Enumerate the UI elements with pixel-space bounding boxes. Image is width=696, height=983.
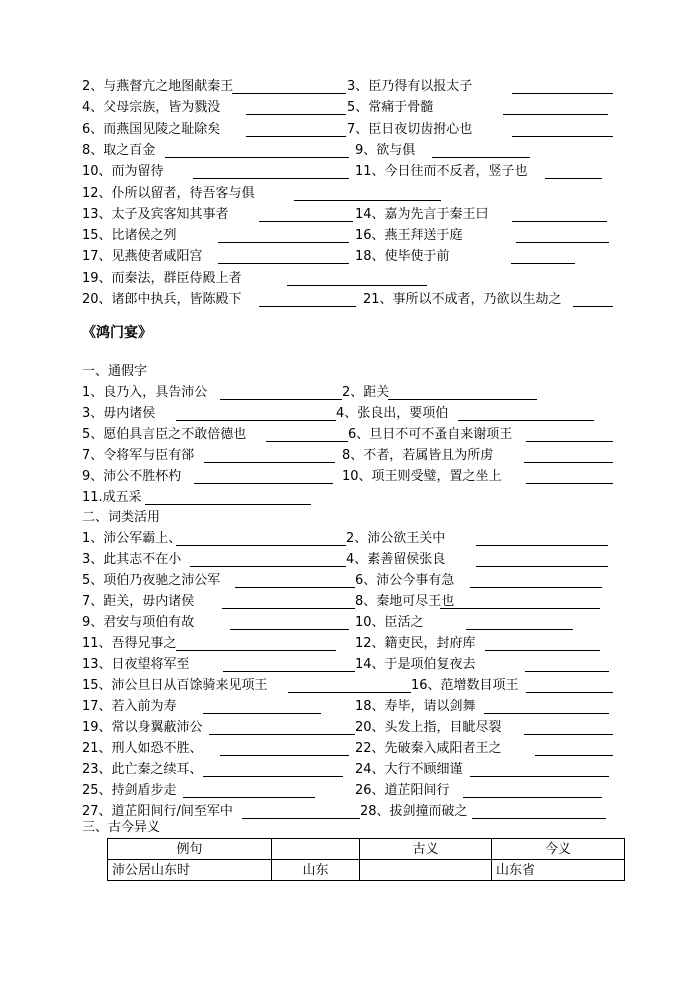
answer-blank[interactable] xyxy=(472,818,606,819)
answer-blank[interactable] xyxy=(203,776,343,777)
exercise-prompt: 17、若入前为寿 xyxy=(82,699,177,714)
answer-blank[interactable] xyxy=(209,734,355,735)
answer-blank[interactable] xyxy=(183,797,315,798)
exercise-prompt: 9、欲与俱 xyxy=(355,142,416,158)
answer-blank[interactable] xyxy=(218,263,349,264)
exercise-prompt: 14、于是项伯复夜去 xyxy=(355,657,476,672)
exercise-row xyxy=(0,760,696,781)
answer-blank[interactable] xyxy=(503,114,608,115)
exercise-row xyxy=(0,718,696,739)
answer-blank[interactable] xyxy=(466,629,573,630)
exercise-prompt: 15、沛公旦日从百馀骑来见项王 xyxy=(82,678,268,693)
answer-blank[interactable] xyxy=(463,797,602,798)
exercise-row xyxy=(0,77,696,98)
table-header-row xyxy=(108,839,625,860)
answer-blank[interactable] xyxy=(220,399,342,400)
exercise-prompt: 21、刑人如恐不胜、 xyxy=(82,741,203,756)
answer-blank[interactable] xyxy=(223,671,355,672)
exercise-prompt: 9、君安与项伯有故 xyxy=(82,615,195,630)
exercise-prompt: 13、日夜望将军至 xyxy=(82,657,190,672)
exercise-prompt: 2、沛公欲王关中 xyxy=(346,531,446,546)
exercise-prompt: 4、素善留侯张良 xyxy=(346,552,446,567)
answer-blank[interactable] xyxy=(432,157,530,158)
answer-blank[interactable] xyxy=(512,93,613,94)
exercise-prompt: 18、使毕使于前 xyxy=(355,249,450,265)
answer-blank[interactable] xyxy=(246,114,346,115)
answer-blank[interactable] xyxy=(476,566,608,567)
table-header-cell: 古义 xyxy=(360,839,492,860)
exercise-prompt: 3、此其志不在小 xyxy=(82,552,182,567)
exercise-prompt: 14、嘉为先言于秦王曰 xyxy=(355,206,489,222)
answer-blank[interactable] xyxy=(165,157,349,158)
exercise-prompt: 7、臣日夜切齿拊心也 xyxy=(347,121,473,137)
exercise-row xyxy=(0,739,696,760)
exercise-row xyxy=(0,592,696,613)
exercise-prompt: 4、父母宗族，皆为戮没 xyxy=(82,100,221,116)
answer-blank[interactable] xyxy=(470,776,609,777)
section-title: 《鸿门宴》 xyxy=(82,325,152,341)
answer-blank[interactable] xyxy=(259,221,353,222)
exercise-row xyxy=(0,425,696,446)
answer-blank[interactable] xyxy=(232,93,346,94)
exercise-prompt: 7、距关，毋内诸侯 xyxy=(82,594,195,609)
answer-blank[interactable] xyxy=(573,306,613,307)
exercise-prompt: 21、事所以不成者，乃欲以生劫之 xyxy=(363,292,562,307)
exercise-prompt: 27、道芷阳间行/间至军中 xyxy=(82,804,233,819)
answer-blank[interactable] xyxy=(476,545,608,546)
exercise-row xyxy=(0,613,696,634)
exercise-prompt: 10、而为留待 xyxy=(82,164,164,180)
exercise-prompt: 13、太子及宾客知其事者 xyxy=(82,206,229,222)
answer-blank[interactable] xyxy=(246,136,346,137)
answer-blank[interactable] xyxy=(294,200,441,201)
exercise-row xyxy=(0,162,696,183)
exercise-row xyxy=(0,781,696,802)
exercise-prompt: 16、范增数目项王 xyxy=(411,678,519,693)
exercise-row xyxy=(0,184,696,205)
answer-blank[interactable] xyxy=(525,671,609,672)
answer-blank[interactable] xyxy=(222,608,355,609)
table-cell-word: 山东 xyxy=(272,860,360,881)
answer-blank[interactable] xyxy=(470,587,602,588)
exercise-prompt: 20、诸郎中执兵，皆陈殿下 xyxy=(82,292,242,307)
exercise-row xyxy=(0,446,696,467)
exercise-row xyxy=(0,467,696,488)
answer-blank[interactable] xyxy=(230,629,349,630)
exercise-prompt: 11、吾得兄事之 xyxy=(82,636,177,651)
exercise-row xyxy=(0,226,696,247)
section-heading-gujin: 三、古今异义 xyxy=(82,820,161,835)
answer-blank[interactable] xyxy=(440,608,600,609)
exercise-prompt: 1、沛公军霸上、 xyxy=(82,531,182,546)
answer-blank[interactable] xyxy=(287,285,427,286)
answer-blank[interactable] xyxy=(535,755,613,756)
exercise-row xyxy=(0,676,696,697)
answer-blank[interactable] xyxy=(242,818,360,819)
answer-blank[interactable] xyxy=(176,545,346,546)
exercise-prompt: 1、良乃入，具告沛公 xyxy=(82,385,208,400)
answer-blank[interactable] xyxy=(220,755,349,756)
exercise-prompt: 8、取之百金 xyxy=(82,142,156,158)
section-heading-tongjia: 一、通假字 xyxy=(82,364,148,379)
exercise-prompt: 2、距关 xyxy=(342,385,390,400)
answer-blank[interactable] xyxy=(218,242,349,243)
answer-blank[interactable] xyxy=(388,399,537,400)
answer-blank[interactable] xyxy=(266,441,348,442)
exercise-row xyxy=(0,383,696,404)
exercise-prompt: 24、大行不顾细谨 xyxy=(355,762,463,777)
exercise-prompt: 8、不者，若属皆且为所虏 xyxy=(342,448,494,463)
exercise-row xyxy=(0,98,696,119)
exercise-prompt: 25、持剑盾步走 xyxy=(82,783,177,798)
exercise-prompt: 4、张良出，要项伯 xyxy=(336,406,449,421)
exercise-row xyxy=(0,120,696,141)
answer-blank[interactable] xyxy=(484,713,609,714)
exercise-prompt: 5、常痛于骨髓 xyxy=(347,100,434,116)
exercise-row xyxy=(0,697,696,718)
exercise-prompt: 7、令将军与臣有郤 xyxy=(82,448,195,463)
answer-blank[interactable] xyxy=(176,420,336,421)
exercise-row xyxy=(0,655,696,676)
exercise-row xyxy=(0,634,696,655)
exercise-prompt: 22、先破秦入咸阳者王之 xyxy=(355,741,502,756)
exercise-row xyxy=(0,141,696,162)
answer-blank[interactable] xyxy=(288,692,411,693)
answer-blank[interactable] xyxy=(203,713,321,714)
answer-blank[interactable] xyxy=(204,462,335,463)
table-header-cell: 今义 xyxy=(492,839,625,860)
exercise-row xyxy=(0,529,696,550)
answer-blank[interactable] xyxy=(194,483,333,484)
exercise-prompt: 12、仆所以留者，待吾客与俱 xyxy=(82,185,255,201)
answer-blank[interactable] xyxy=(524,734,613,735)
answer-blank[interactable] xyxy=(259,306,356,307)
exercise-row xyxy=(0,571,696,592)
answer-blank[interactable] xyxy=(190,566,346,567)
answer-blank[interactable] xyxy=(458,420,594,421)
answer-blank[interactable] xyxy=(176,650,336,651)
answer-blank[interactable] xyxy=(526,692,613,693)
exercise-prompt: 2、与燕督亢之地图献秦王 xyxy=(82,79,234,94)
exercise-prompt: 3、毋内诸侯 xyxy=(82,406,156,421)
exercise-prompt: 10、项王则受璧，置之坐上 xyxy=(342,469,502,484)
exercise-prompt: 20、头发上指，目眦尽裂 xyxy=(355,720,502,735)
table-cell-example: 沛公居山东时 xyxy=(108,860,272,881)
answer-blank[interactable] xyxy=(235,587,355,588)
exercise-prompt: 15、比诸侯之列 xyxy=(82,228,177,244)
exercise-prompt: 3、臣乃得有以报太子 xyxy=(347,79,473,94)
answer-blank[interactable] xyxy=(512,221,607,222)
exercise-row xyxy=(0,290,696,311)
table-header-cell: 例句 xyxy=(108,839,272,860)
answer-blank[interactable] xyxy=(145,504,311,505)
answer-blank[interactable] xyxy=(526,483,613,484)
exercise-prompt: 18、寿毕，请以剑舞 xyxy=(355,699,476,714)
exercise-prompt: 5、愿伯具言臣之不敢倍德也 xyxy=(82,427,247,442)
exercise-prompt: 10、臣活之 xyxy=(355,615,424,630)
table-cell-modern-meaning: 山东省 xyxy=(492,860,625,881)
answer-blank[interactable] xyxy=(512,136,613,137)
answer-blank[interactable] xyxy=(193,178,349,179)
table-header-cell xyxy=(272,839,360,860)
exercise-prompt: 26、道芷阳间行 xyxy=(355,783,450,798)
exercise-prompt: 9、沛公不胜杯杓 xyxy=(82,469,182,484)
exercise-row xyxy=(0,550,696,571)
answer-blank[interactable] xyxy=(516,242,609,243)
exercise-row xyxy=(0,247,696,268)
table-row xyxy=(108,860,625,881)
exercise-row xyxy=(0,205,696,226)
exercise-prompt: 11.成五采 xyxy=(82,490,142,505)
exercise-prompt: 11、今日往而不反者，竖子也 xyxy=(355,164,528,180)
exercise-row xyxy=(0,488,696,509)
answer-blank[interactable] xyxy=(511,263,575,264)
exercise-prompt: 6、而燕国见陵之耻除矣 xyxy=(82,121,221,137)
exercise-prompt: 19、常以身翼蔽沛公 xyxy=(82,720,203,735)
exercise-prompt: 23、此亡秦之续耳、 xyxy=(82,762,203,777)
answer-blank[interactable] xyxy=(545,178,602,179)
exercise-prompt: 28、拔剑撞而破之 xyxy=(360,804,468,819)
section-heading-huoyong: 二、词类活用 xyxy=(82,510,161,525)
exercise-prompt: 19、而秦法，群臣侍殿上者 xyxy=(82,270,242,286)
exercise-row xyxy=(0,404,696,425)
exercise-prompt: 8、秦地可尽王也 xyxy=(355,594,455,609)
exercise-prompt: 17、见燕使者咸阳宫 xyxy=(82,249,203,265)
answer-blank[interactable] xyxy=(526,441,613,442)
answer-blank[interactable] xyxy=(485,650,600,651)
exercise-row xyxy=(0,269,696,290)
answer-blank[interactable] xyxy=(524,462,613,463)
gujin-table xyxy=(107,838,625,881)
exercise-prompt: 16、燕王拜送于庭 xyxy=(355,228,463,244)
exercise-prompt: 5、项伯乃夜驰之沛公军 xyxy=(82,573,221,588)
exercise-prompt: 12、籍吏民，封府库 xyxy=(355,636,476,651)
exercise-prompt: 6、沛公今事有急 xyxy=(355,573,455,588)
table-cell-ancient-meaning xyxy=(360,860,492,881)
exercise-prompt: 6、旦日不可不蚤自来谢项王 xyxy=(348,427,513,442)
